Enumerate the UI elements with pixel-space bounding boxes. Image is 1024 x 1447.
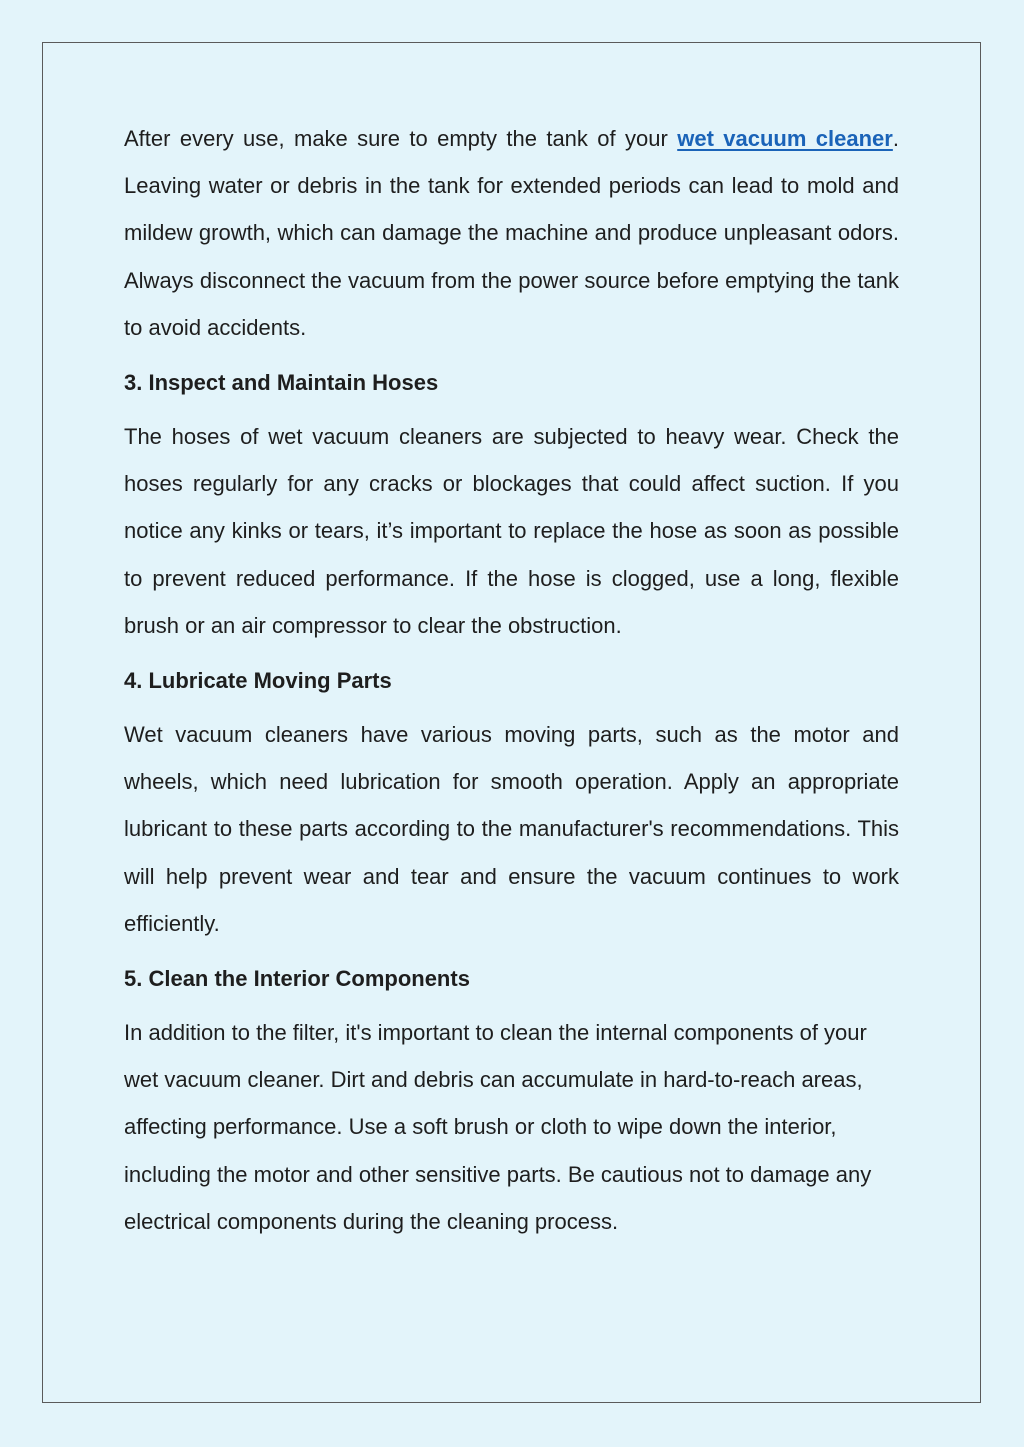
section-paragraph-lubricate: Wet vacuum cleaners have various moving parts, such as the motor and wheels, which need lubrication for smooth operation. Apply an appropriate lubricant to these parts according to the manufacturer's recommendations. This will help prevent wear and tear and ensure the vacuum continues to work efficiently. <box>124 722 899 936</box>
intro-text-start: After every use, make sure to empty the tank of your <box>124 126 678 151</box>
document-body <box>124 115 899 1245</box>
section-heading-hoses: 3. Inspect and Maintain Hoses <box>124 370 439 396</box>
section-heading-interior: 5. Clean the Interior Components <box>124 966 470 992</box>
intro-text-end: . Leaving water or debris in the tank for extended periods can lead to mold and mildew growth, which can damage the machine and produce unpleasant odors. Always disconnect the vacuum from the power source before emptying the tank to avoid accidents. <box>124 126 899 340</box>
section-heading-lubricate: 4. Lubricate Moving Parts <box>124 668 392 694</box>
section-paragraph-interior: In addition to the filter, it's important to clean the internal components of your wet vacuum cleaner. Dirt and debris can accumulate in hard-to-reach areas, affecting performance. Use a soft brush or cloth to wipe down the interior, including the motor and other sensitive parts. Be cautious not to damage any electrical components during the cleaning process. <box>124 1020 872 1234</box>
section-paragraph-hoses: The hoses of wet vacuum cleaners are subjected to heavy wear. Check the hoses regularly for any cracks or blockages that could affect suction. If you notice any kinks or tears, it’s important to replace the hose as soon as possible to prevent reduced performance. If the hose is clogged, use a long, flexible brush or an air compressor to clear the obstruction. <box>124 424 899 638</box>
intro-paragraph <box>124 115 899 351</box>
wet-vacuum-cleaner-link[interactable]: wet vacuum cleaner <box>677 126 893 151</box>
